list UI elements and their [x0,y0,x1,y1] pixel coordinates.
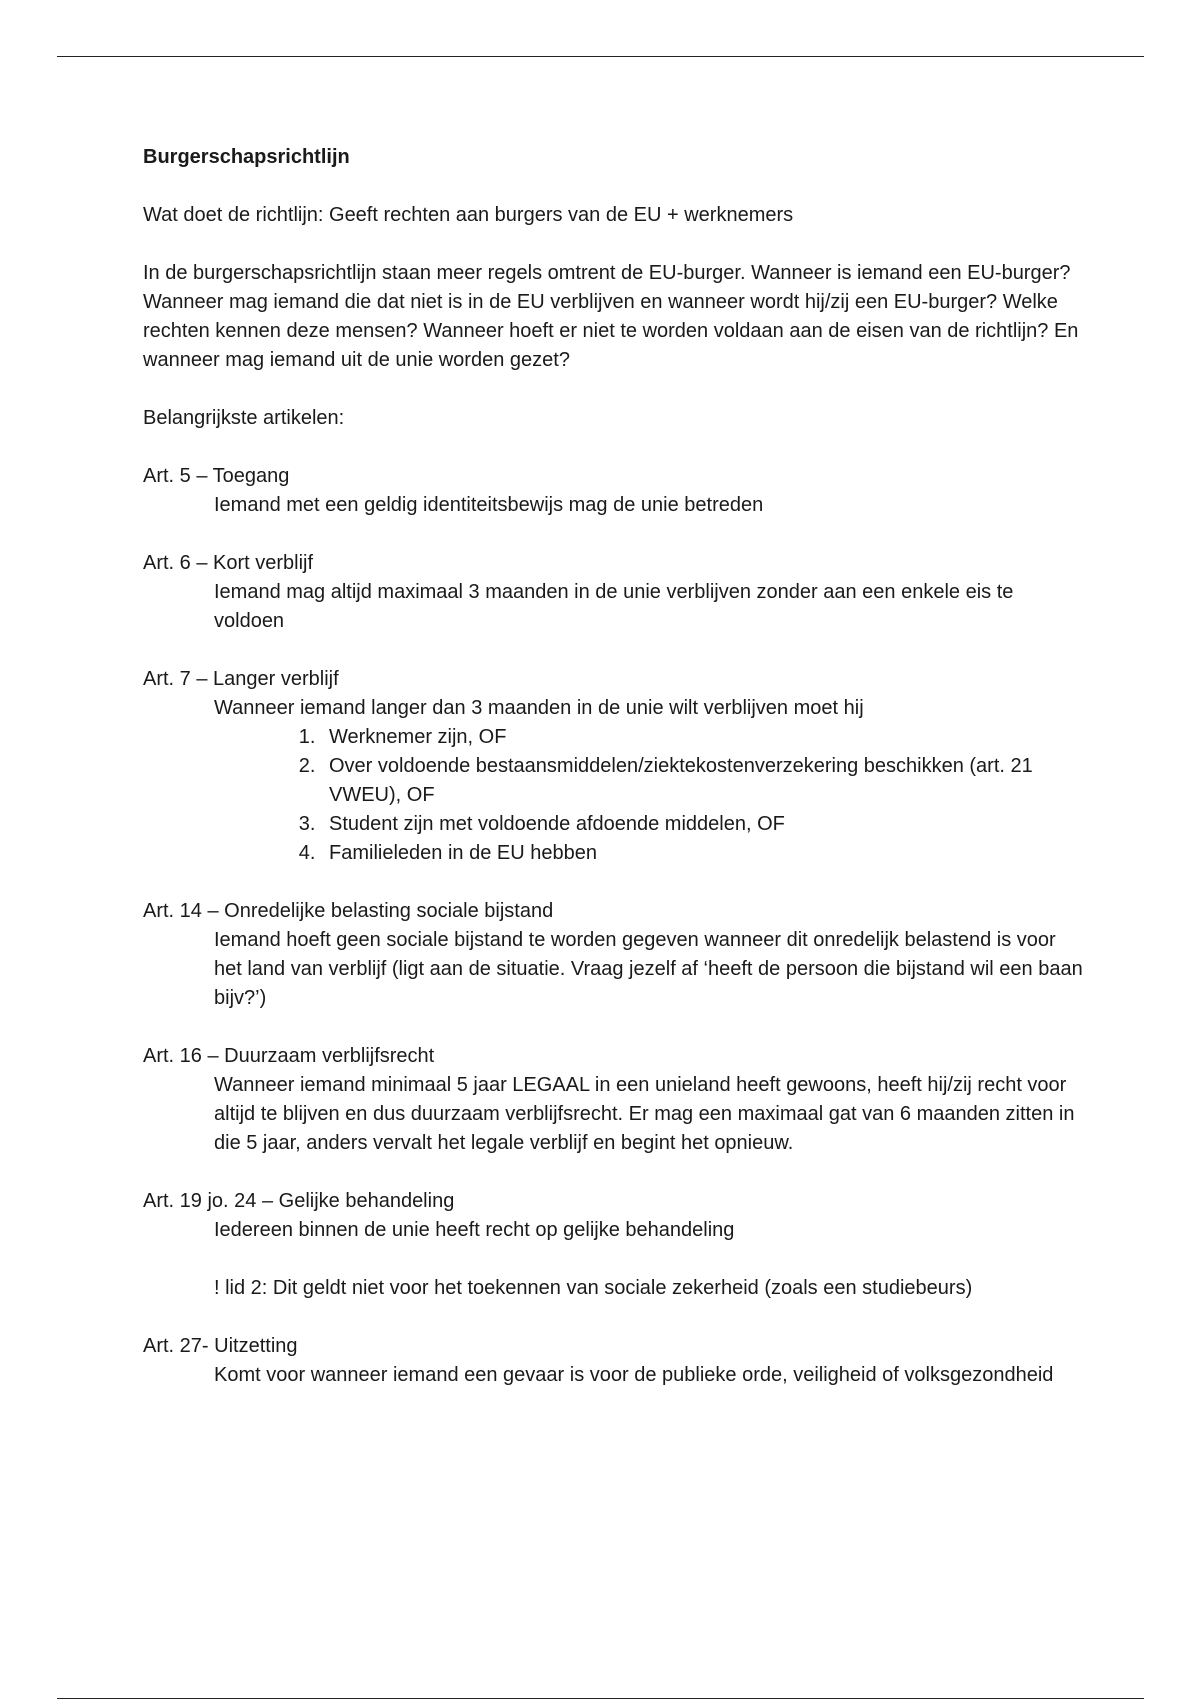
article-14 [143,897,1083,1013]
article-body: Iemand met een geldig identiteitsbewijs mag de unie betreden [214,494,764,516]
list-item: 2. Over voldoende bestaansmiddelen/ziektekostenverzekering beschikken (art. 21 VWEU), OF [321,752,1083,810]
page-bottom-rule [57,1698,1144,1699]
article-body: Iemand hoeft geen sociale bijstand te worden gegeven wanneer dit onredelijk belastend is voor het land van verblijf (ligt aan de situatie. Vraag jezelf af ‘heeft de persoon die bijstand wil een baan bijv?’) [214,929,1083,1009]
article-heading: Art. 5 – Toegang [143,465,290,487]
article-7 [143,665,1083,868]
article-note: ! lid 2: Dit geldt niet voor het toekennen van sociale zekerheid (zoals een studiebeurs) [214,1277,973,1299]
document-body [143,143,1083,1419]
article-16 [143,1042,1083,1158]
article-heading: Art. 6 – Kort verblijf [143,552,314,574]
article-heading: Art. 7 – Langer verblijf [143,668,339,690]
article-body: Wanneer iemand minimaal 5 jaar LEGAAL in een unieland heeft gewoons, heeft hij/zij recht voor altijd te blijven en dus duurzaam verblijfsrecht. Er mag een maximaal gat van 6 maanden zitten in die 5 jaar, anders vervalt het legale verblijf en begint het opnieuw. [214,1074,1075,1154]
article-19-24 [143,1187,1083,1303]
list-item: 4. Familieleden in de EU hebben [321,839,1083,868]
article-27 [143,1332,1083,1390]
articles-heading: Belangrijkste artikelen: [143,407,345,429]
list-item: 3. Student zijn met voldoende afdoende middelen, OF [321,810,1083,839]
article-heading: Art. 27- Uitzetting [143,1335,298,1357]
list-item: 1. Werknemer zijn, OF [321,723,1083,752]
document-title: Burgerschapsrichtlijn [143,146,350,168]
article-body: Iemand mag altijd maximaal 3 maanden in de unie verblijven zonder aan een enkele eis te voldoen [214,581,1014,632]
article-heading: Art. 19 jo. 24 – Gelijke behandeling [143,1190,455,1212]
article-body: Iedereen binnen de unie heeft recht op gelijke behandeling [214,1219,735,1241]
article-body: Komt voor wanneer iemand een gevaar is voor de publieke orde, veiligheid of volksgezondheid [214,1364,1054,1386]
requirements-list [143,723,1083,868]
article-heading: Art. 14 – Onredelijke belasting sociale bijstand [143,900,554,922]
description-paragraph: In de burgerschapsrichtlijn staan meer regels omtrent de EU-burger. Wanneer is iemand een EU-burger? Wanneer mag iemand die dat niet is in de EU verblijven en wanneer wordt hij/zij een EU-burger? Welke rechten kennen deze mensen? Wanneer hoeft er niet te worden voldaan aan de eisen van de richtlijn? En wanneer mag iemand uit de unie worden gezet? [143,262,1079,371]
article-body: Wanneer iemand langer dan 3 maanden in de unie wilt verblijven moet hij [214,697,864,719]
article-heading: Art. 16 – Duurzaam verblijfsrecht [143,1045,435,1067]
intro-line: Wat doet de richtlijn: Geeft rechten aan burgers van de EU + werknemers [143,204,794,226]
page-top-rule [57,56,1144,57]
article-5 [143,462,1083,520]
article-6 [143,549,1083,636]
